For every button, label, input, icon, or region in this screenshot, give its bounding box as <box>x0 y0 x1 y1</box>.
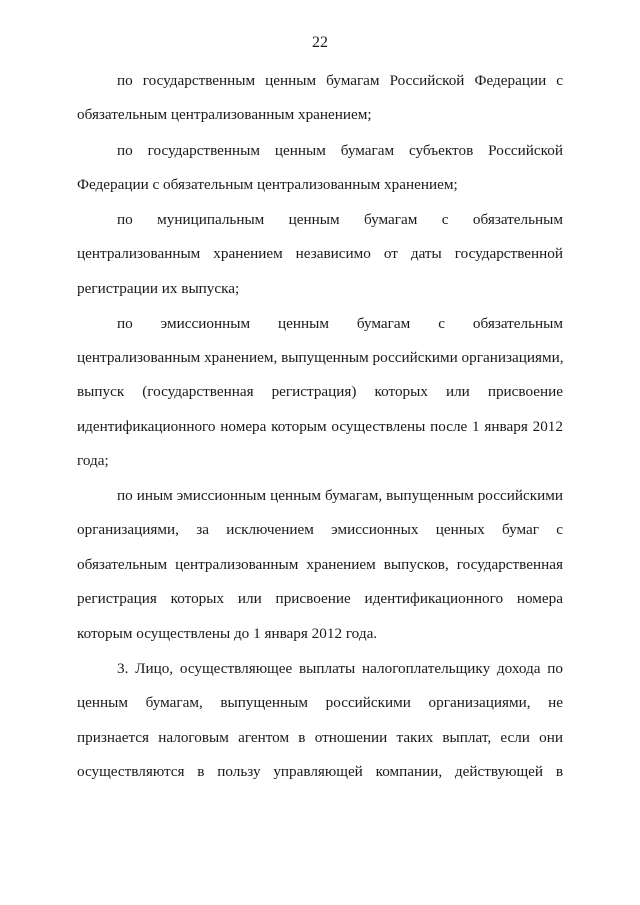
text-line: осуществляются в пользу управляющей компании, действующей в <box>77 763 563 780</box>
text-line: регистрации их выпуска; <box>77 280 240 297</box>
text-line: по государственным ценным бумагам субъектов Российской <box>117 142 563 159</box>
text-line: выпуск (государственная регистрация) которых или присвоение <box>77 383 563 400</box>
text-line: Федерации с обязательным централизованным хранением; <box>77 176 458 193</box>
text-line: по муниципальным ценным бумагам с обязательным <box>117 211 563 228</box>
text-line: года; <box>77 452 109 469</box>
text-line: обязательным централизованным хранением выпусков, государственная <box>77 556 563 573</box>
text-line: ценным бумагам, выпущенным российскими организациями, не <box>77 694 563 711</box>
page-number: 22 <box>312 34 328 51</box>
text-line: по иным эмиссионным ценным бумагам, выпущенным российскими <box>117 487 563 504</box>
text-line: признается налоговым агентом в отношении таких выплат, если они <box>77 729 563 746</box>
text-line: централизованным хранением независимо от даты государственной <box>77 245 563 262</box>
text-line: обязательным централизованным хранением; <box>77 106 372 123</box>
text-line: которым осуществлены до 1 января 2012 года. <box>77 625 378 642</box>
text-line: 3. Лицо, осуществляющее выплаты налогоплательщику дохода по <box>117 660 563 677</box>
text-line: организациями, за исключением эмиссионных ценных бумаг с <box>77 521 563 538</box>
text-line: по эмиссионным ценным бумагам с обязательным <box>117 315 563 332</box>
text-line: регистрация которых или присвоение идентификационного номера <box>77 590 563 607</box>
text-line: централизованным хранением, выпущенным российскими организациями, <box>77 349 564 366</box>
text-line: идентификационного номера которым осуществлены после 1 января 2012 <box>77 418 563 435</box>
text-line: по государственным ценным бумагам Российской Федерации с <box>117 72 563 89</box>
